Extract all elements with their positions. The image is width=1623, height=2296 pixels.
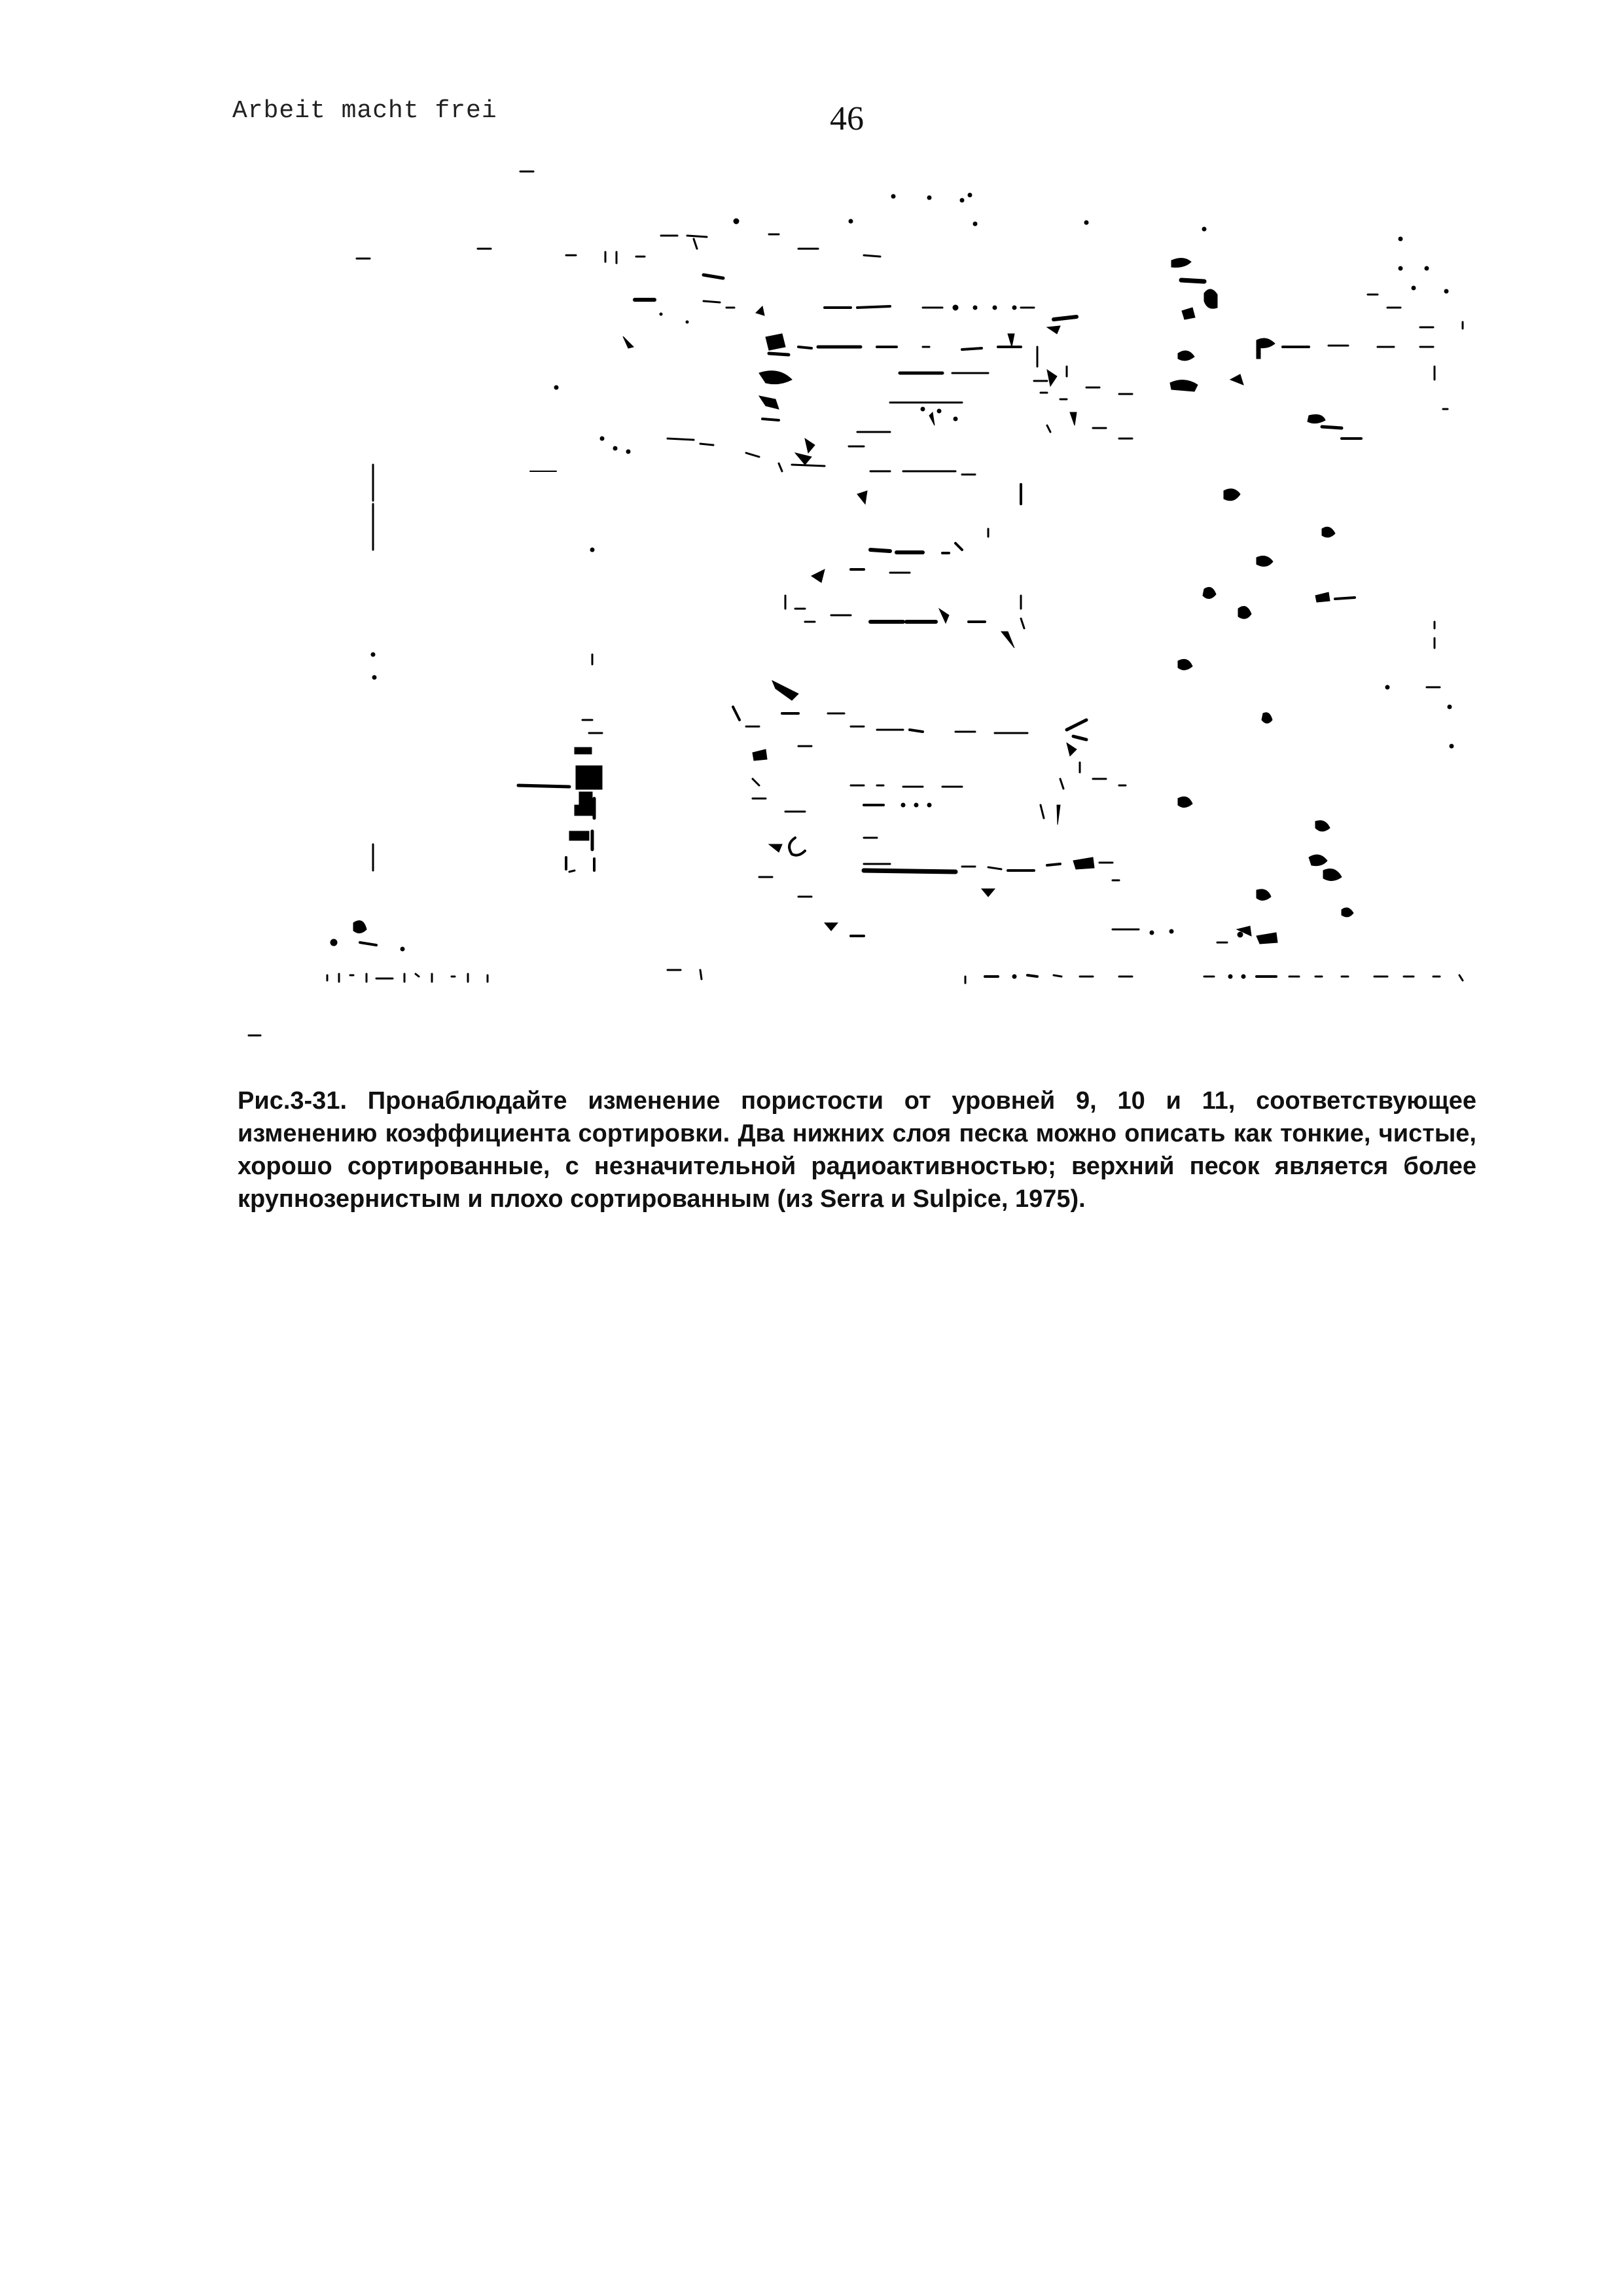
running-header: Arbeit macht frei <box>232 97 497 125</box>
degraded-figure-graphic <box>236 151 1466 1054</box>
figure-image <box>236 151 1466 1054</box>
page-number: 46 <box>830 100 864 137</box>
figure-caption: Рис.3-31. Пронаблюдайте изменение пористости от уровней 9, 10 и 11, соответствующее изменению коэффициента сортировки. Два нижних слоя песка можно описать как тонкие, чистые, хорошо сортированные, с незначительной радиоактивностью; верхний песок является более крупнозернистым и плохо сортированным (из Serra и Sulpice, 1975). <box>238 1087 1476 1213</box>
